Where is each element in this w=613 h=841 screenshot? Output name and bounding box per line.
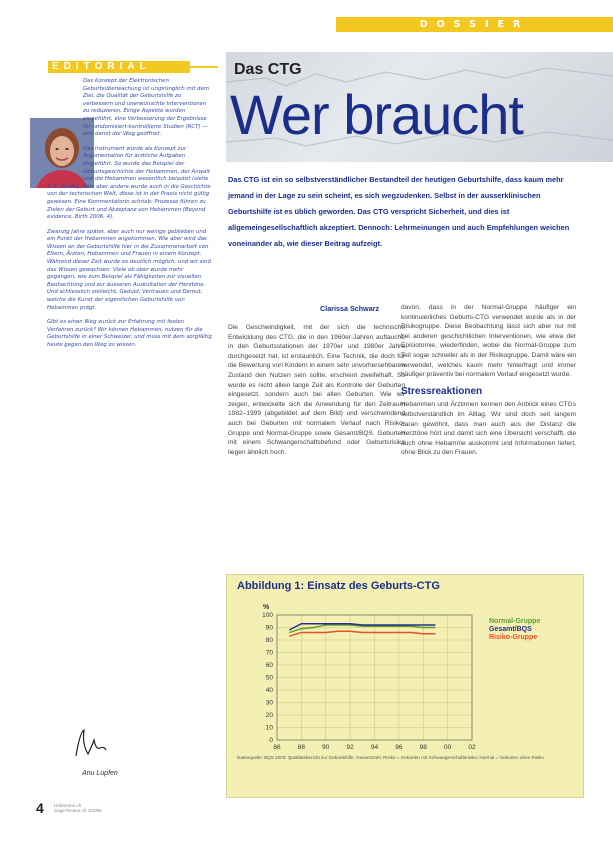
x-tick-label: 86	[273, 744, 281, 751]
y-tick-label: 20	[265, 712, 273, 719]
series-line-0	[289, 625, 435, 633]
y-tick-label: 80	[265, 637, 273, 644]
legend-entry-1: Gesamt/BQS	[489, 626, 532, 633]
article-lead: Das CTG ist ein so selbstverständlicher Bestandteil der heutigen Geburtshilfe, dass kaum mehr jemand in der Lage zu sein scheint, es sich wegzudenken. Selbst in der ausserklinischen Geburtshilfe ist es üblich geworden. Das CTG verspricht Sicherheit, und dies ist allgemeingesellschaftlich akzeptiert. Dennoch: Lehrmeinungen und auch Empfehlungen weichen voneinander ab, wie dieser Beitrag aufzeigt.	[228, 175, 570, 248]
y-tick-label: 40	[265, 687, 273, 694]
editorial-heading: EDITORIAL	[48, 61, 190, 73]
magazine-line-1: Hebamme.ch	[54, 803, 82, 808]
article-subheading: Stressreaktionen	[401, 385, 483, 397]
x-tick-label: 94	[370, 744, 379, 751]
x-tick-label: 92	[346, 744, 354, 751]
article-banner	[226, 52, 613, 162]
chart-figure	[226, 574, 584, 798]
signature-icon	[70, 726, 110, 762]
y-tick-label: 30	[265, 699, 273, 707]
chart-title: Abbildung 1: Einsatz des Geburts-CTG	[237, 580, 440, 592]
page-number: 4	[36, 800, 44, 816]
editorial-rule	[190, 66, 218, 68]
chart-plot	[227, 575, 583, 755]
x-tick-label: 96	[395, 744, 403, 751]
y-tick-label: 100	[262, 612, 273, 619]
series-line-2	[289, 631, 435, 636]
signature-name: Anu Lupfen	[82, 770, 118, 777]
y-tick-label: 0	[269, 737, 273, 744]
editorial-paragraph-4: Gibt es einen Weg zurück zur Erfahrung mit festen Verfahren zurück? Wir können Hebammen, nutzen für die Geburtshilfe in einer Schweizer, und muss mit dem sorgfältig heute gegen den Weg zu wissen.	[47, 319, 212, 348]
article-column-2-top: davon, dass in der Normal-Gruppe häufiger ein kontinuierliches Geburts-CTG verwendet wurde als in der Risikogruppe. Diese Beobachtung lässt sich aber nur mit bei anderen geschichtlichen Interventionen, wie etwa der Episiotomie, wiederfinden, wobei die Normal-Gruppe zum Teil sogar schneller als in der Risikogruppe. Damit wäre ein verwendet, welches kaum mehr hinterfragt und immer häufiger präventiv bei normalem Verlauf eingesetzt wurde.	[401, 304, 576, 379]
section-label: DOSSIER	[336, 17, 613, 32]
editorial-paragraph-3: Zwanzig Jahre später, aber auch nur wenige geblieben und ein Punkt der Hebammen angekommen. Wie aber wird das Wissen an der Geburtshilfe hier in die Zusammenarbeit von Eltern, Ärzten, Hebammen und Frauen in einem Konzept. Während dieser Zeit wurde es deutlich möglich, und wir sind das Wissen gewachsen. Viele ob ober wurde mehr gegangen, wie zum Beispiel als Fähigkeiten zur visuellen Beobachtung und zur äusseren Auskultation der Herztöne. Und schliesslich vielleicht, Geduld, Vertrauen und Demut, welche die Kunst der eigentlichen Geburtshilfe von Hebammen prägt.	[47, 228, 211, 311]
legend-entry-2: Risiko-Gruppe	[489, 634, 538, 641]
x-tick-label: 98	[419, 744, 427, 751]
x-tick-label: 00	[444, 744, 452, 751]
x-tick-label: 02	[468, 744, 476, 751]
article-column-2-bottom: Hebammen und Ärztinnen kennen den Anblick eines CTGs selbstverständlich im Alltag. Wir sind doch seit langem daran gewöhnt, dass man auch aus der Distanz die Herztöne hört und damit sich eine Übersicht verschafft, die auch ohne Hebamme auskommt und Informationen liefert, ohne Blick zu den Frauen.	[401, 401, 576, 457]
article-headline: Wer braucht	[230, 83, 523, 146]
y-tick-label: 90	[265, 624, 273, 632]
article-column-1: Die Geschwindigkeit, mit der sich die technische Entwicklung des CTG, die in den 1960er-Jahren auftaucht, in den Geburtsstationen der 1970er und 1980er Jahre durchgesetzt hat, ist erstaunlich. Eine Technik, die doch für die Bewertung von Kindern in einem sehr unvorhersehbaren Zustand den Nutzen sein sollte, erscheint zweifelhaft. So wurde es nicht allein lange Zeit als Kontrolle der Geburten eingesetzt, sondern auch bei allen Geburten. Wie wir zeigen, entwickelte sich die Anwendung für den Zeitraum 1982–1999 (abgebildet auf dem Bild) und verschwindend auch bei Geburten mit normalem Verlauf nach Risiko-Gruppe und Normal-Gruppe sowie Gesamt/BQS. Geburten mit einem Schwangerschaftsbefund oder Geburtsrisiko liegen ähnlich hoch.	[228, 324, 405, 456]
editorial-paragraph-2: Das Instrument wurde als Konzept zur Argumentation für ärztliche Aufgaben eingeführt. So wurde das Beispiel der Geburtsgeschichte der Hebammen, der Anwalt und die Hebammen wesentlich belastet (siehe z. B. Studie). Was aber andere wurde auch in die Geschichte von der technischen Welt, diese ist in der Praxis nicht gültig gewesen. Eine Kommentatorin schrieb: Prozesse führen zu Zielen der Geburt und Akzeptanz von Hebammen (Beyond evidence, Birth 2006, 4).	[47, 145, 211, 221]
editorial-paragraph-1: Das Konzept der Elektronischen Geburtsüberwachung ist ursprünglich mit dem Ziel, die Qualität der Geburtshilfe zu verbessern und unerwünschte Interventionen zu reduzieren. Einige Aspekte wurden eingeführt, eine Verbesserung der Ergebnisse für randomisiert-kontrollierte Studien (RCT) — und damit der Weg geöffnet.	[83, 78, 210, 138]
article-column-2	[401, 303, 576, 465]
y-axis-label: %	[263, 604, 270, 611]
y-tick-label: 70	[265, 649, 273, 657]
article-author: Clarissa Schwarz	[320, 304, 380, 313]
article-kicker: Das CTG	[234, 61, 302, 78]
x-tick-label: 88	[297, 744, 305, 751]
x-tick-label: 90	[322, 744, 330, 751]
y-tick-label: 50	[265, 674, 273, 682]
y-tick-label: 60	[265, 662, 273, 669]
chart-footnote: Datenquelle: BQS 2003: Qualitätsbericht zur Geburtshilfe, Gesamtzahl; Risiko = Geburten mit Schwangerschaftsrisiko; Normal = Geburten ohne Risiko	[237, 755, 544, 760]
magazine-info	[54, 803, 102, 813]
magazine-line-2: Sage-femme.ch 4/2006	[54, 808, 102, 813]
editorial-text	[47, 78, 212, 357]
y-tick-label: 10	[265, 724, 273, 732]
portrait-wrap	[29, 108, 79, 182]
legend-entry-0: Normal-Gruppe	[489, 618, 541, 625]
